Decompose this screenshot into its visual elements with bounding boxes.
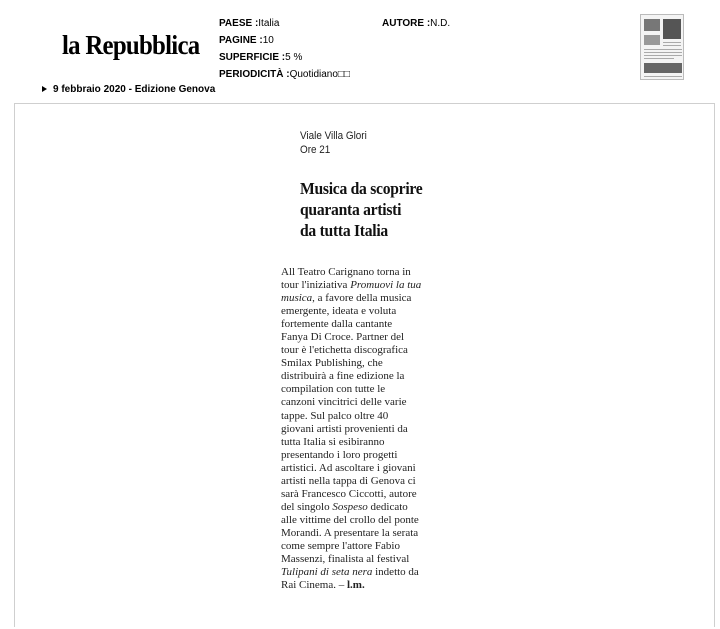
body-line	[281, 436, 466, 449]
body-line	[281, 566, 466, 579]
field-label: PERIODICITÀ :	[219, 69, 290, 80]
body-text-run: All Teatro Carignano torna in	[281, 266, 411, 278]
body-text-run: artistici. Ad ascoltare i giovani	[281, 461, 416, 474]
body-italic-run: Sospeso	[332, 500, 368, 513]
headline-line: Musica da scoprire	[300, 179, 423, 198]
body-text-run: come sempre l'attore Fabio	[281, 539, 400, 552]
body-line	[281, 462, 466, 475]
body-text-run: giovani artisti provenienti da	[281, 422, 408, 435]
field-value: N.D.	[430, 18, 451, 29]
edition-line	[42, 84, 215, 95]
body-text-run: fortemente dalla cantante	[281, 318, 393, 331]
body-bold-run: l.m.	[347, 579, 365, 592]
body-text-run: compilation con tutte le	[281, 383, 386, 396]
kicker-location: Viale Villa Glori	[300, 130, 367, 142]
body-line	[281, 540, 466, 553]
body-text-run: Smilax Publishing, che	[281, 357, 383, 370]
article-headline	[300, 178, 422, 241]
body-text-run: dedicato	[367, 500, 408, 513]
article-kicker	[300, 129, 367, 157]
body-line	[281, 396, 466, 409]
field-value: 10	[262, 35, 274, 46]
body-text-run: presentando i loro progetti	[281, 448, 398, 461]
arrow-right-icon	[42, 86, 47, 92]
body-line	[281, 579, 466, 592]
field-value: Quotidiano□□	[289, 69, 351, 80]
body-line	[281, 266, 466, 279]
field-label: PAGINE :	[219, 35, 263, 46]
body-text-run: tour l'iniziativa	[281, 279, 351, 292]
body-line	[281, 488, 466, 501]
body-text-run: artisti nella tappa di Genova ci	[281, 474, 416, 487]
body-line	[281, 475, 466, 488]
field-pagine	[219, 35, 274, 47]
body-line	[281, 292, 466, 305]
body-italic-run: Promuovi la tua	[350, 279, 422, 292]
body-line	[281, 553, 466, 566]
field-paese	[219, 18, 279, 30]
body-line	[281, 331, 466, 344]
body-text-run: indetto da	[372, 566, 419, 579]
body-text-run: sarà Francesco Ciccotti, autore	[281, 487, 417, 500]
body-line	[281, 318, 466, 331]
body-text-run: Massenzi, finalista al festival	[281, 553, 410, 566]
newspaper-masthead: la Repubblica	[62, 30, 200, 60]
field-superficie	[219, 52, 302, 64]
body-text-run: emergente, ideata e voluta	[281, 305, 397, 318]
body-text-run: alle vittime del crollo del ponte	[281, 513, 419, 526]
body-line	[281, 501, 466, 514]
edition-text: 9 febbraio 2020 - Edizione Genova	[53, 84, 216, 95]
headline-line: da tutta Italia	[300, 221, 388, 240]
document-header	[0, 0, 720, 100]
body-line	[281, 423, 466, 436]
body-text-run: canzoni vincitrici delle varie	[281, 396, 407, 409]
field-label: SUPERFICIE :	[219, 52, 286, 63]
body-italic-run: musica	[281, 292, 313, 305]
body-line	[281, 344, 466, 357]
body-text-run: tutta Italia si esibiranno	[281, 435, 385, 448]
body-line	[281, 527, 466, 540]
body-line	[281, 514, 466, 527]
body-line	[281, 410, 466, 423]
body-text-run: , a favore della musica	[312, 292, 412, 305]
body-line	[281, 305, 466, 318]
field-label: AUTORE :	[382, 18, 431, 29]
body-text-run: tour è l'etichetta discografica	[281, 344, 408, 357]
body-text-run: Rai Cinema. –	[281, 579, 347, 592]
body-line	[281, 449, 466, 462]
body-line	[281, 357, 466, 370]
body-italic-run: Tulipani di seta nera	[281, 566, 373, 579]
field-value: Italia	[258, 18, 280, 29]
field-periodicita	[219, 69, 350, 81]
field-value: 5 %	[285, 52, 303, 63]
body-line	[281, 383, 466, 396]
body-text-run: Fanya Di Croce. Partner del	[281, 331, 405, 344]
field-label: PAESE :	[219, 18, 259, 29]
body-text-run: Morandi. A presentare la serata	[281, 526, 419, 539]
body-line	[281, 370, 466, 383]
body-text-run: distribuirà a fine edizione la	[281, 370, 405, 383]
page-thumbnail	[640, 14, 684, 80]
body-line	[281, 279, 466, 292]
headline-line: quaranta artisti	[300, 200, 402, 219]
kicker-time: Ore 21	[300, 144, 331, 156]
article-body	[281, 266, 466, 592]
body-text-run: tappe. Sul palco oltre 40	[281, 409, 389, 422]
field-autore	[382, 18, 450, 30]
body-text-run: del singolo	[281, 500, 333, 513]
